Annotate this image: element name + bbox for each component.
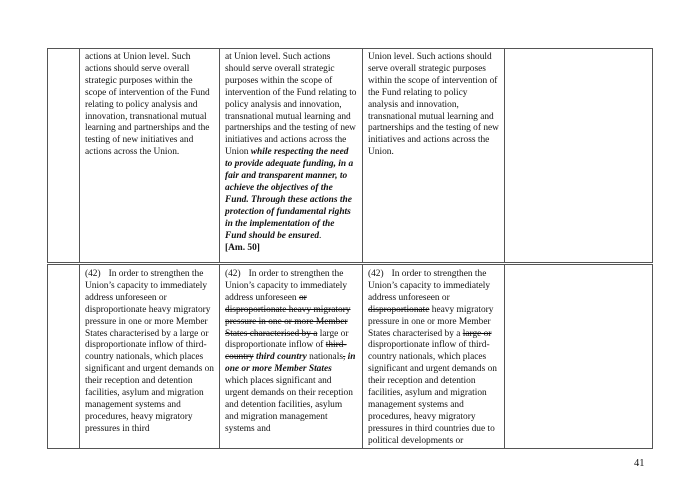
- empty-cell: [505, 264, 653, 449]
- council-text-cell: (42) In order to strengthen the Union’s capacity to immediately address unforeseen or disproportionate heavy migratory pressure in one or more Member States characterised by a large or disproportionate inflow of third-country nationals, which places significant and urgent demands on their reception and detention facilities, asylum and migration management systems and procedures, heavy migratory pressures in third countries due to political developments or: [363, 264, 505, 449]
- added-text: while respecting the need to provide adequate funding, in a fair and transparent manner, to achieve the objectives of the Fund. Through these actions the protection of fundamental rights in the implementation of the Fund should be ensured: [225, 147, 354, 241]
- deleted-text: or disproportionate heavy migratory pressure in one or more Member States characterised by a: [225, 292, 351, 339]
- empty-cell: [48, 49, 80, 264]
- council-text-cell: Union level. Such actions should serve overall strategic purposes within the scope of intervention of the Fund relating to policy analysis and innovation, transnational mutual learning and partnerships and the testing of new initiatives and actions across the Union.: [363, 49, 505, 264]
- comparison-table: [47, 48, 652, 449]
- table-row: [48, 264, 653, 449]
- deleted-text: third-country: [225, 340, 347, 363]
- commission-text-cell: actions at Union level. Such actions should serve overall strategic purposes within the scope of intervention of the Fund relating to policy analysis and innovation, transnational mutual learning and partnerships and the testing of new initiatives and actions across the Union.: [80, 49, 220, 264]
- parliament-text-cell: (42) In order to strengthen the Union’s capacity to immediately address unforeseen or disproportionate heavy migratory pressure in one or more Member States characterised by a large or disproportionate inflow of third-country third country nationals, in one or more Member States which places significant and urgent demands on their reception and detention facilities, asylum and migration management systems and: [220, 264, 363, 449]
- amendment-ref: [Am. 50]: [225, 242, 260, 253]
- deleted-text: ,: [342, 352, 346, 363]
- parliament-text-cell: at Union level. Such actions should serve overall strategic purposes within the scope of intervention of the Fund relating to policy analysis and innovation, transnational mutual learning and partnerships and the testing of new initiatives and actions across the Union while respecting the need to provide adequate funding, in a fair and transparent manner, to achieve the objectives of the Fund. Through these actions the protection of fundamental rights in the implementation of the Fund should be ensured. [Am. 50]: [220, 49, 363, 264]
- deleted-text: disproportionate: [368, 304, 430, 315]
- deleted-text: large or: [462, 328, 492, 339]
- table-row: [48, 49, 653, 264]
- empty-cell: [505, 49, 653, 264]
- added-text: third country: [253, 352, 307, 363]
- commission-text-cell: (42) In order to strengthen the Union’s capacity to immediately address unforeseen or disproportionate heavy migratory pressure in one or more Member States characterised by a large or disproportionate inflow of third-country nationals, which places significant and urgent demands on their reception and detention facilities, asylum and migration management systems and procedures, heavy migratory pressures in third: [80, 264, 220, 449]
- page-number: 41: [634, 458, 645, 469]
- added-text: in one or more Member States: [225, 352, 356, 375]
- empty-cell: [48, 264, 80, 449]
